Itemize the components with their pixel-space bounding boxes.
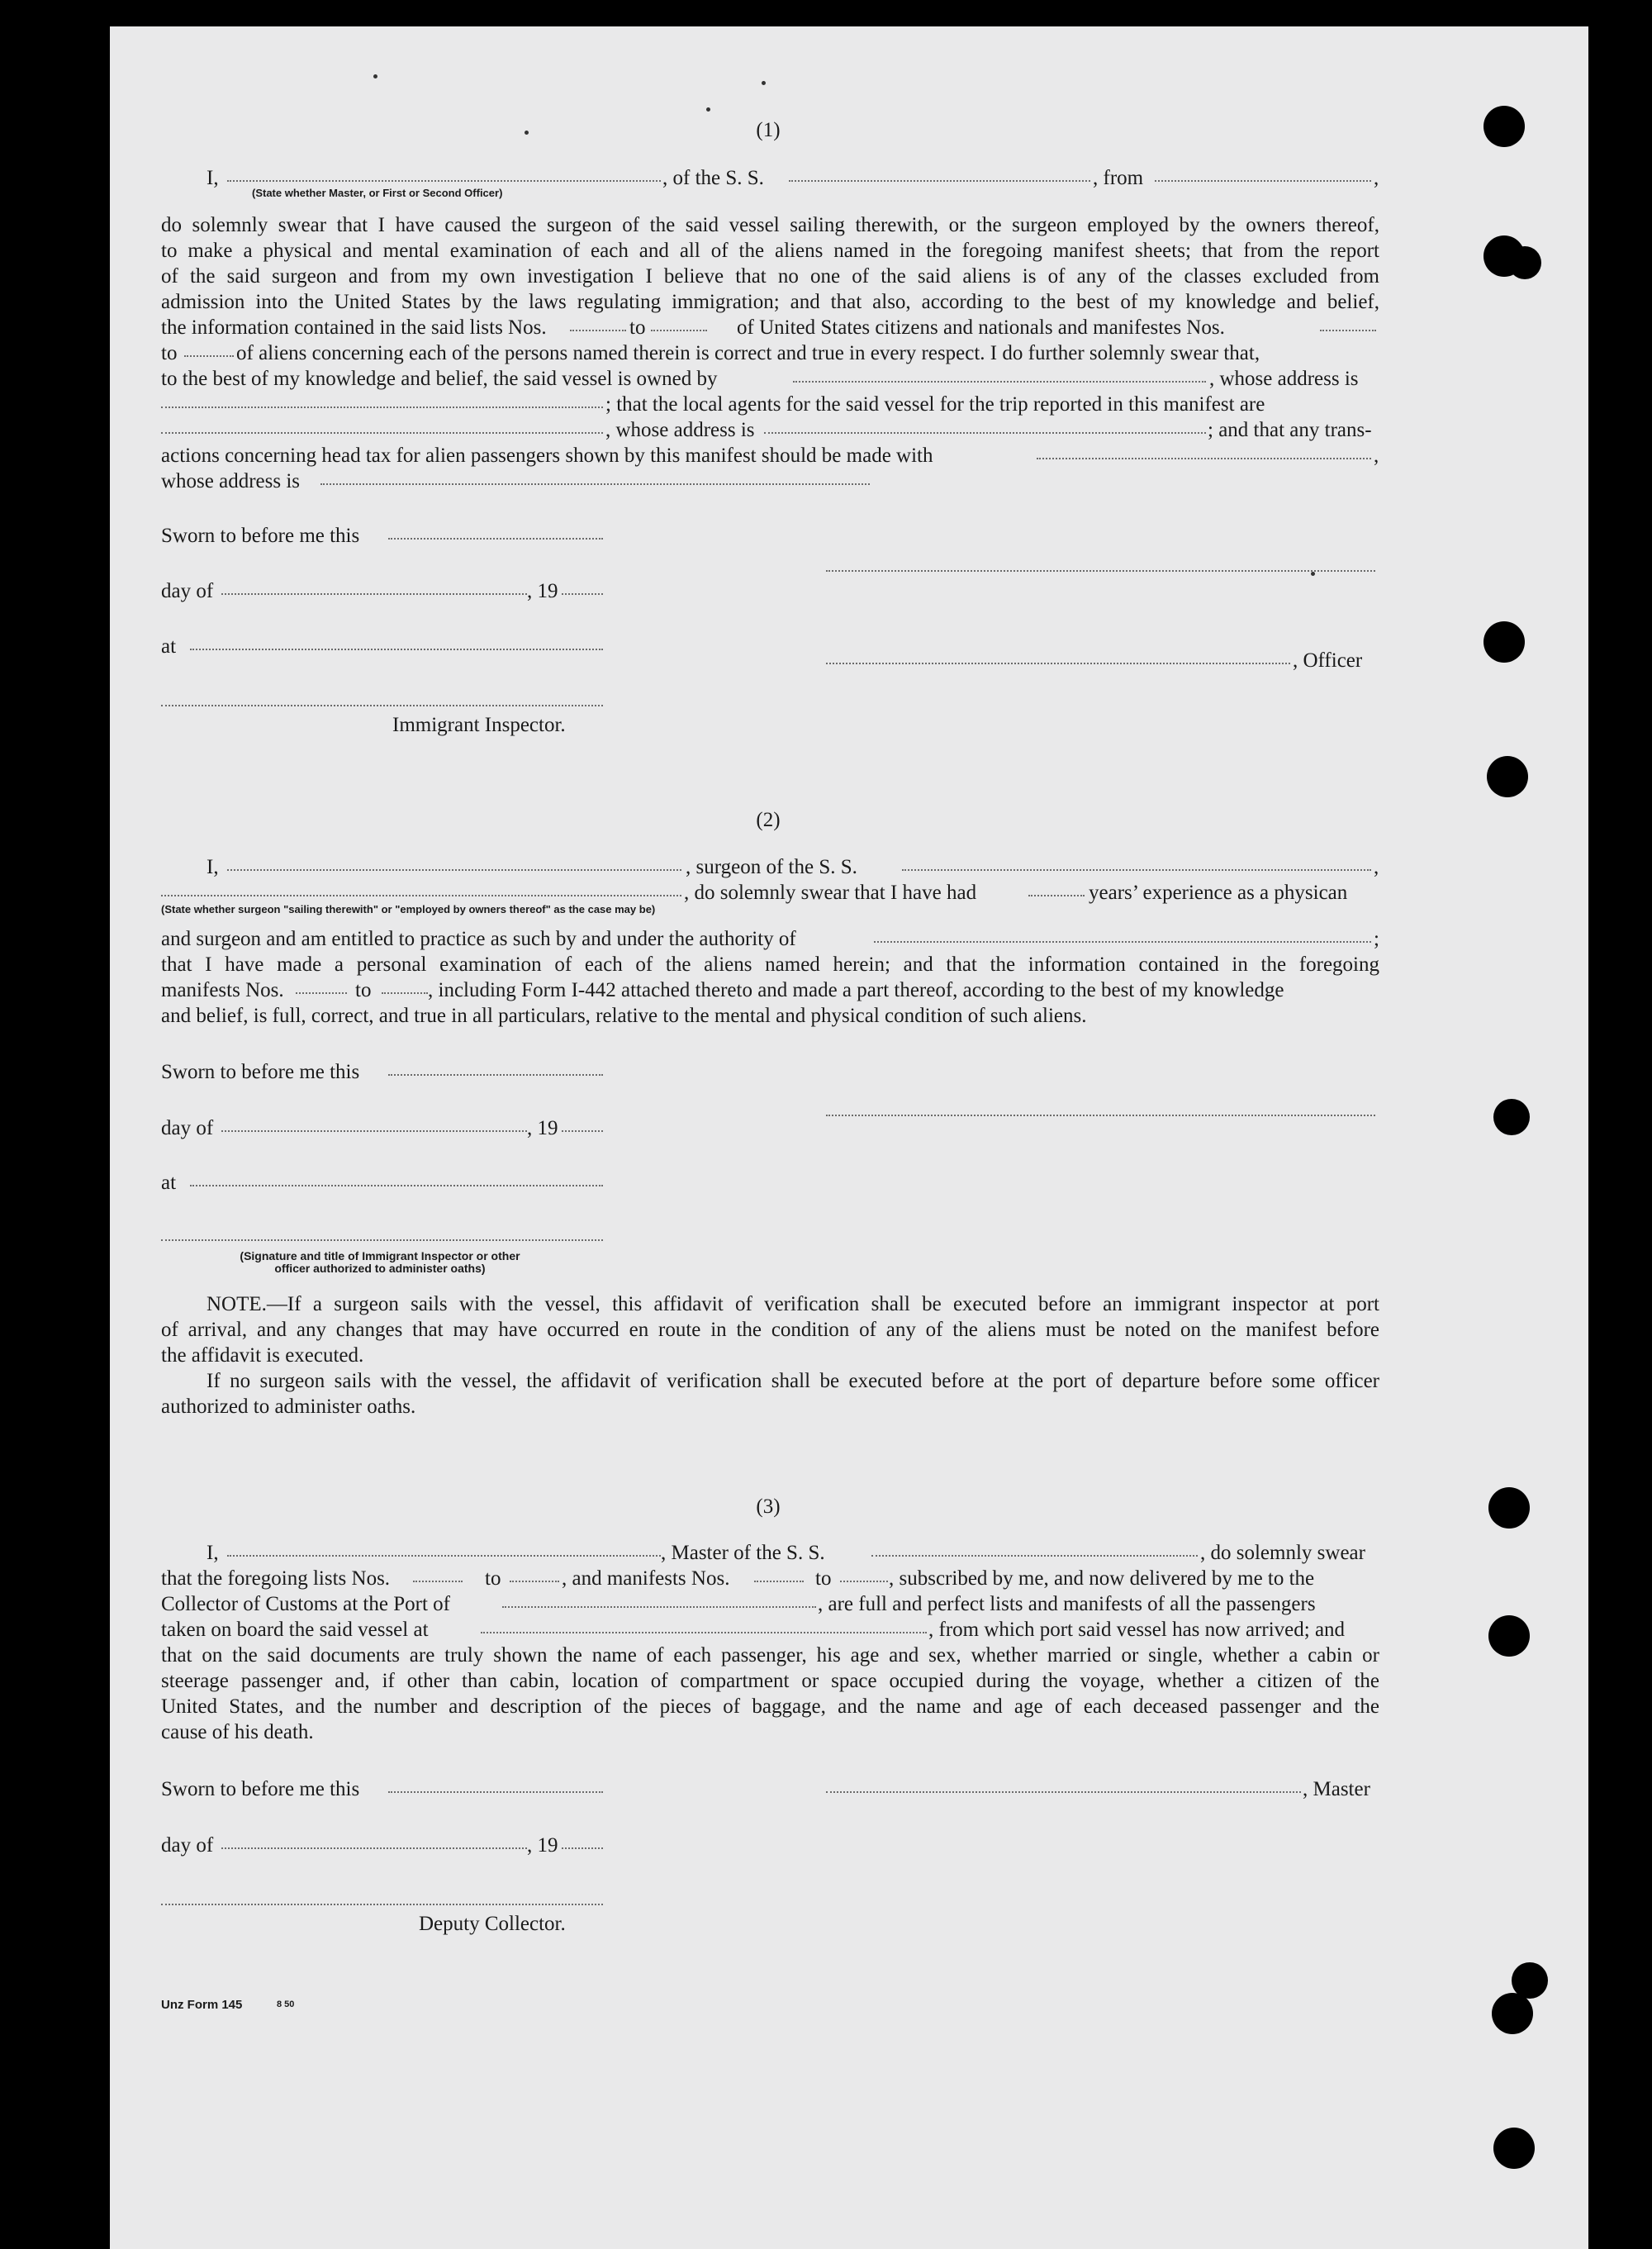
punch-hole	[1488, 1615, 1530, 1657]
s3-line-4a: taken on board the said vessel at	[161, 1619, 429, 1641]
s2-line-2b: years’ experience as a physican	[1089, 882, 1348, 904]
s3-day-field[interactable]	[221, 1847, 527, 1849]
s3-lists-to-field[interactable]	[510, 1581, 559, 1582]
s1-line-6a: to	[161, 342, 178, 364]
s3-vessel-field[interactable]	[871, 1555, 1198, 1557]
s3-master-name-field[interactable]	[227, 1555, 661, 1557]
s3-boarded-at-field[interactable]	[481, 1632, 927, 1633]
s2-years-field[interactable]	[1028, 895, 1085, 896]
s2-manifests-from-field[interactable]	[296, 992, 347, 994]
s1-at: at	[161, 635, 177, 658]
s3-collector: Deputy Collector.	[419, 1913, 566, 1935]
s1-line-10: actions concerning head tax for alien passengers shown by this manifest should be made with	[161, 445, 933, 467]
s2-nineteen: , 19	[527, 1117, 558, 1139]
s3-port-field[interactable]	[502, 1606, 816, 1608]
s2-sailing-field[interactable]	[161, 895, 681, 896]
s1-sworn-field[interactable]	[388, 538, 603, 540]
form-number: Unz Form 145	[161, 1998, 243, 2012]
s1-line-11: whose address is	[161, 470, 301, 492]
s2-manifests-to-field[interactable]	[382, 992, 428, 994]
s1-manifests-to-field[interactable]	[184, 355, 234, 357]
s1-officer-line[interactable]	[826, 663, 1290, 664]
s2-note-line-2: of arrival, and any changes that may have occurred en route in the condition of any of the aliens must be noted on the manifest before	[161, 1319, 1379, 1341]
s3-line-2a: that the foregoing lists Nos.	[161, 1567, 391, 1590]
section-1-number: (1)	[756, 119, 781, 141]
s3-line-2e: , subscribed by me, and now delivered by me to the	[889, 1567, 1315, 1590]
s2-line-5b: to	[355, 979, 372, 1001]
s3-year-field[interactable]	[562, 1847, 603, 1849]
s2-surgeon: , surgeon of the S. S.	[686, 856, 857, 878]
s2-inspector-line[interactable]	[161, 1239, 603, 1241]
s1-headtax-address-field[interactable]	[320, 483, 870, 485]
s1-line-8: ; that the local agents for the said vessel for the trip reported in this manifest are	[605, 393, 1265, 416]
s2-line-2a: , do solemnly swear that I have had	[684, 882, 977, 904]
punch-hole	[1483, 621, 1525, 663]
s1-line-5b: to	[629, 316, 646, 339]
s1-line-5a: the information contained in the said lists Nos.	[161, 316, 547, 339]
punch-hole	[1483, 106, 1525, 147]
s1-nineteen: , 19	[527, 580, 558, 602]
punch-hole	[1487, 756, 1528, 797]
s2-dayof: day of	[161, 1117, 214, 1139]
s1-owner-address-field[interactable]	[161, 407, 603, 408]
s3-line-8: cause of his death.	[161, 1721, 314, 1743]
s3-line-5: that on the said documents are truly shown the name of each passenger, his age and sex, whether married or single, whether a cabin or	[161, 1644, 1379, 1667]
s2-line-3: and surgeon and am entitled to practice as such by and under the authority of	[161, 928, 796, 950]
speck	[525, 131, 529, 135]
s1-lists-from-field[interactable]	[570, 330, 626, 331]
s1-headtax-field[interactable]	[1037, 458, 1371, 459]
s3-i: I,	[206, 1542, 219, 1564]
s1-line-7b: , whose address is	[1209, 368, 1359, 390]
s3-sworn-field[interactable]	[388, 1791, 603, 1793]
s3-collector-line[interactable]	[161, 1904, 603, 1905]
s2-signature-line[interactable]	[826, 1115, 1375, 1116]
s2-year-field[interactable]	[562, 1130, 603, 1132]
s1-agents-address-field[interactable]	[764, 432, 1206, 434]
s1-line-5c: of United States citizens and nationals and manifestes Nos.	[737, 316, 1225, 339]
s3-line-3a: Collector of Customs at the Port of	[161, 1593, 450, 1615]
s1-dayof: day of	[161, 580, 214, 602]
s2-sworn-field[interactable]	[388, 1074, 603, 1076]
s2-at: at	[161, 1172, 177, 1194]
s1-signature-line[interactable]	[826, 570, 1375, 572]
s1-manifests-from-field[interactable]	[1320, 330, 1376, 331]
speck	[1311, 572, 1315, 576]
s1-officer-name-field[interactable]	[227, 180, 661, 182]
s1-line-4: admission into the United States by the laws regulating immigration; and that also, according to the best of my knowledge and belief,	[161, 291, 1379, 313]
s3-line-6: steerage passenger and, if other than cabin, location of compartment or space occupied during the voyage, whether a citizen of the	[161, 1670, 1379, 1692]
s2-line-5c: , including Form I-442 attached thereto and made a part thereof, according to the best of my knowledge	[428, 979, 1284, 1001]
s2-note-line-5: authorized to administer oaths.	[161, 1396, 416, 1418]
s3-manifests-to-field[interactable]	[840, 1581, 888, 1582]
s2-note-line-4: If no surgeon sails with the vessel, the affidavit of verification shall be executed before at the port of departure before some officer	[206, 1370, 1379, 1392]
s1-officer-note: (State whether Master, or First or Second Officer)	[252, 187, 503, 199]
s1-owner-field[interactable]	[793, 381, 1206, 383]
s3-master: , Master of the S. S.	[661, 1542, 825, 1564]
s1-sworn: Sworn to before me this	[161, 525, 360, 547]
s1-line-7a: to the best of my knowledge and belief, the said vessel is owned by	[161, 368, 718, 390]
punch-hole	[1493, 1099, 1530, 1135]
punch-hole	[1508, 246, 1541, 279]
s2-i: I,	[206, 856, 219, 878]
s3-line-7: United States, and the number and description of the pieces of baggage, and the name and age of each deceased passenger and the	[161, 1695, 1379, 1718]
s1-lists-to-field[interactable]	[651, 330, 707, 331]
s2-vessel-field[interactable]	[902, 869, 1371, 871]
s2-sig-note-2: officer authorized to administer oaths)	[274, 1262, 486, 1275]
speck	[762, 81, 766, 85]
s3-line-4b: , from which port said vessel has now arrived; and	[928, 1619, 1346, 1641]
s2-surgeon-name-field[interactable]	[227, 869, 681, 871]
section-2-number: (2)	[756, 809, 781, 831]
s3-line-2b: to	[485, 1567, 501, 1590]
s1-line-2: to make a physical and mental examination of each and all of the aliens named in the foregoing manifest sheets; that from the report	[161, 240, 1379, 262]
s2-authority-field[interactable]	[874, 941, 1371, 943]
s3-dayof: day of	[161, 1834, 214, 1857]
s3-line-3b: , are full and perfect lists and manifests of all the passengers	[818, 1593, 1316, 1615]
punch-hole	[1493, 2128, 1535, 2169]
form-code: 8 50	[277, 1999, 295, 2009]
s2-line-5a: manifests Nos.	[161, 979, 284, 1001]
s1-from: , from	[1093, 167, 1144, 189]
s1-line-9a: , whose address is	[605, 419, 755, 441]
s1-line-9b: ; and that any trans-	[1208, 419, 1372, 441]
s2-line-6: and belief, is full, correct, and true in all particulars, relative to the mental and physical condition of such aliens.	[161, 1005, 1087, 1027]
s2-note-line-3: the affidavit is executed.	[161, 1344, 364, 1367]
s1-inspector: Immigrant Inspector.	[392, 714, 566, 736]
s1-vessel-field[interactable]	[789, 180, 1090, 182]
speck	[373, 74, 377, 78]
s1-officer: , Officer	[1293, 649, 1363, 672]
s3-master-sig: , Master	[1303, 1778, 1370, 1800]
s3-nineteen: , 19	[527, 1834, 558, 1857]
s3-swear: , do solemnly swear	[1200, 1542, 1365, 1564]
punch-hole	[1488, 1487, 1530, 1529]
s1-line-6b: of aliens concerning each of the persons named therein is correct and true in every respect. I do further solemnly swear that,	[236, 342, 1260, 364]
s2-at-field[interactable]	[190, 1185, 603, 1186]
punch-hole	[1492, 1993, 1533, 2034]
speck	[706, 107, 710, 112]
section-3-number: (3)	[756, 1495, 781, 1518]
s1-line-1: do solemnly swear that I have caused the surgeon of the said vessel sailing therewith, or the surgeon employed by the owners thereof,	[161, 214, 1379, 236]
s1-day-field[interactable]	[221, 593, 527, 595]
s3-line-2c: , and manifests Nos.	[562, 1567, 730, 1590]
s1-inspector-line[interactable]	[161, 705, 603, 706]
s2-day-field[interactable]	[221, 1130, 527, 1132]
s3-sworn: Sworn to before me this	[161, 1778, 360, 1800]
s1-of-ss: , of the S. S.	[662, 167, 764, 189]
s3-lists-from-field[interactable]	[413, 1581, 463, 1582]
s2-note-line-1: NOTE.—If a surgeon sails with the vessel, this affidavit of verification shall be executed before an immigrant inspector at port	[206, 1293, 1379, 1315]
s2-sig-note-1: (Signature and title of Immigrant Inspector or other	[240, 1249, 520, 1262]
s2-line-4: that I have made a personal examination of each of the aliens named herein; and that the information contained in the foregoing	[161, 953, 1379, 976]
s1-line-3: of the said surgeon and from my own investigation I believe that no one of the said aliens is of any of the classes excluded from	[161, 265, 1379, 288]
s3-master-signature-line[interactable]	[826, 1791, 1301, 1793]
s1-agents-field[interactable]	[161, 432, 603, 434]
s1-at-field[interactable]	[190, 649, 603, 650]
s2-sworn: Sworn to before me this	[161, 1061, 360, 1083]
s2-surgeon-note: (State whether surgeon "sailing therewith" or "employed by owners thereof" as the case may be)	[161, 903, 656, 915]
s1-i: I,	[206, 167, 219, 189]
s1-from-field[interactable]	[1155, 180, 1371, 182]
s3-line-2d: to	[815, 1567, 832, 1590]
s3-manifests-from-field[interactable]	[754, 1581, 804, 1582]
s1-year-field[interactable]	[562, 593, 603, 595]
